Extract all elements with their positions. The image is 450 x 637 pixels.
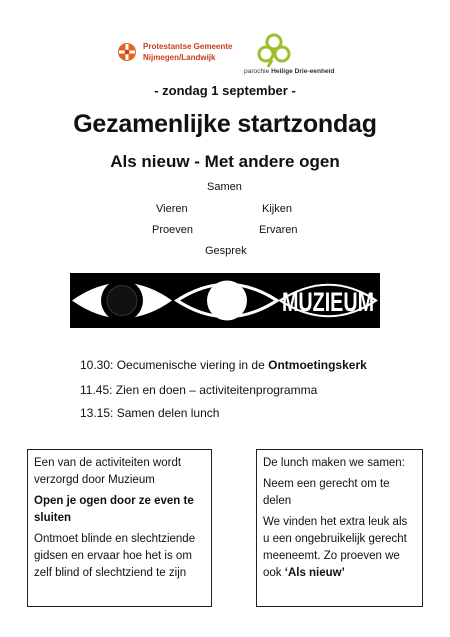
pgn-name-line2: Nijmegen/Landwijk bbox=[143, 53, 216, 62]
lunch-info-box bbox=[256, 449, 423, 607]
logo-heilige-drie-eenheid bbox=[244, 32, 364, 78]
schedule-text: 11.45: Zien en doen – activiteitenprogramma bbox=[80, 383, 318, 397]
hde-name: Heilige Drie-eenheid bbox=[271, 68, 335, 75]
word-kijken: Kijken bbox=[262, 203, 292, 215]
pgn-emblem-icon bbox=[117, 42, 137, 62]
pgn-name-line1: Protestantse Gemeente bbox=[143, 42, 233, 51]
schedule-item-1145 bbox=[80, 383, 317, 397]
schedule-item-1315 bbox=[80, 406, 219, 420]
page-title: Gezamenlijke startzondag bbox=[73, 110, 377, 138]
schedule-text: 13.15: Samen delen lunch bbox=[80, 406, 220, 420]
schedule-location: Ontmoetingskerk bbox=[268, 358, 367, 372]
closed-eye-icon bbox=[72, 280, 172, 322]
word-ervaren: Ervaren bbox=[259, 224, 298, 236]
page-subtitle: Als nieuw - Met andere ogen bbox=[110, 152, 340, 171]
word-gesprek: Gesprek bbox=[205, 245, 247, 257]
logo-protestantse-gemeente bbox=[117, 40, 232, 64]
trinity-emblem-icon bbox=[254, 32, 294, 68]
activity-info-box bbox=[27, 449, 212, 607]
schedule-text: 10.30: Oecumenische viering in de bbox=[80, 358, 269, 372]
activity-description: Ontmoet blinde en slechtziende gidsen en ervaar hoe het is om zelf blind of slechtziend te zijn bbox=[34, 533, 196, 579]
word-vieren: Vieren bbox=[156, 203, 188, 215]
open-eye-icon bbox=[174, 281, 280, 321]
lunch-theme: ‘Als nieuw’ bbox=[284, 567, 345, 579]
activity-headline: Open je ogen door ze even te sluiten bbox=[34, 495, 194, 524]
muzieum-wordmark: MUZIEUM bbox=[282, 287, 374, 317]
schedule-item-1030 bbox=[80, 358, 367, 372]
lunch-description: We vinden het extra leuk als u een ongebruikelijk gerecht meeneemt. Zo proeven we ook ‘Als nieuw’ bbox=[263, 516, 408, 579]
muzieum-banner bbox=[70, 273, 380, 328]
lunch-intro: De lunch maken we samen: bbox=[263, 457, 405, 469]
word-samen: Samen bbox=[207, 181, 242, 193]
activity-intro: Een van de activiteiten wordt verzorgd door Muzieum bbox=[34, 457, 182, 486]
word-proeven: Proeven bbox=[152, 224, 193, 236]
event-date: - zondag 1 september - bbox=[154, 83, 296, 98]
lunch-instruction: Neem een gerecht om te delen bbox=[263, 478, 390, 507]
hde-prefix: parochie bbox=[244, 68, 270, 75]
